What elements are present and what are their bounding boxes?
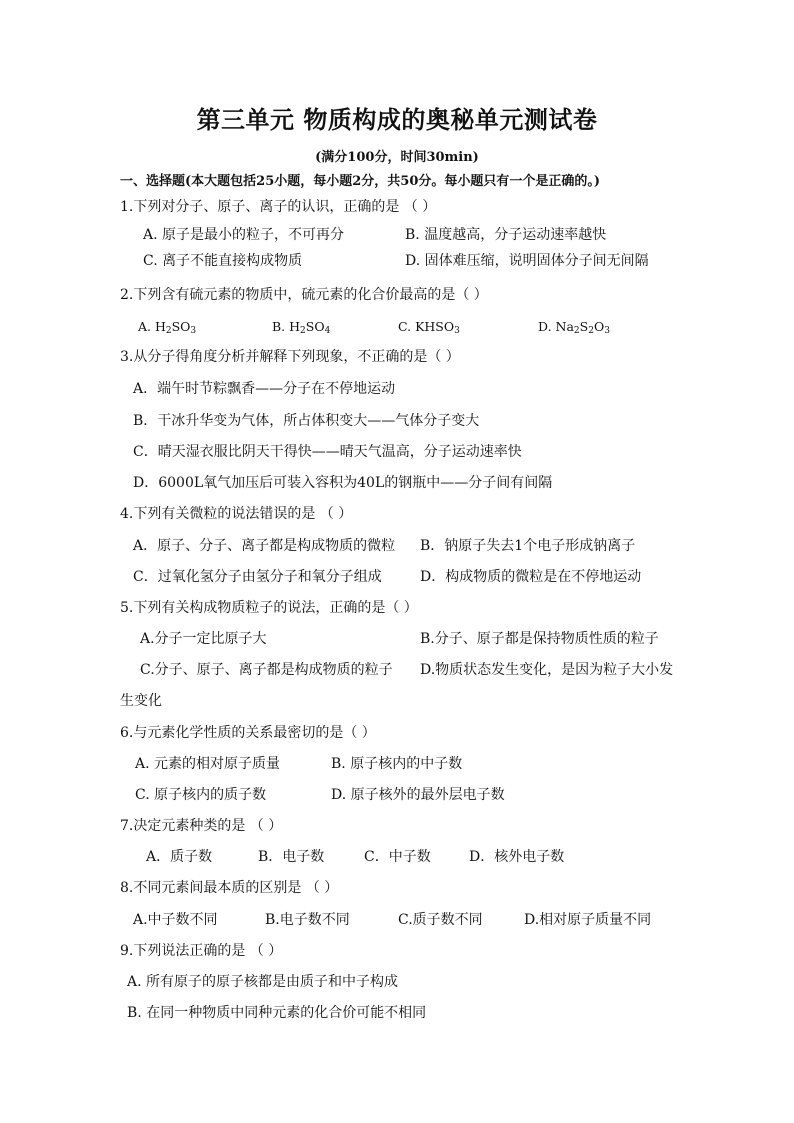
question-1-option-a: A. 原子是最小的粒子，不可再分	[143, 227, 345, 243]
question-1-option-b: B. 温度越高，分子运动速率越快	[405, 227, 607, 243]
question-8-option-b: B.电子数不同	[265, 912, 350, 928]
question-5-option-d: D.物质状态发生变化，是因为粒子大小发	[420, 662, 674, 678]
question-2-option-a: A. $H_2SO_3$	[138, 319, 197, 336]
question-7-stem: 7.决定元素种类的是 （ ）	[120, 818, 283, 834]
question-2-option-c: C. $KHSO_3$	[398, 319, 460, 336]
question-2-stem: 2.下列含有硫元素的物质中，硫元素的化合价最高的是（ ）	[120, 287, 488, 303]
page-title: 第三单元 物质构成的奥秘单元测试卷	[196, 106, 598, 134]
section-heading: 一、选择题(本大题包括25小题，每小题2分，共50分。每小题只有一个是正确的。)	[120, 174, 601, 189]
question-5-option-b: B.分子、原子都是保持物质性质的粒子	[420, 631, 659, 647]
question-2-option-b: B. $H_2SO_4$	[272, 319, 331, 336]
question-3-stem: 3.从分子得角度分析并解释下列现象，不正确的是（ ）	[120, 349, 460, 365]
question-3-option-d: D．6000L氧气加压后可装入容积为40L的钢瓶中——分子间有间隔	[133, 475, 553, 491]
question-8-stem: 8.不同元素间最本质的区别是 （ ）	[120, 880, 339, 896]
question-8-option-d: D.相对原子质量不同	[524, 912, 652, 928]
question-4-option-c: C．过氧化氢分子由氢分子和氧分子组成	[133, 569, 382, 585]
question-7-option-c: C．中子数	[364, 849, 431, 865]
question-8-option-a: A.中子数不同	[133, 912, 218, 928]
question-1-option-c: C. 离子不能直接构成物质	[143, 253, 303, 269]
question-8-option-c: C.质子数不同	[398, 912, 483, 928]
question-3-option-c: C．晴天湿衣服比阴天干得快——晴天气温高，分子运动速率快	[133, 444, 522, 460]
question-7-option-b: B．电子数	[258, 849, 325, 865]
question-9-option-b: B. 在同一种物质中同种元素的化合价可能不相同	[127, 1005, 427, 1021]
question-6-option-b: B. 原子核内的中子数	[331, 756, 463, 772]
question-6-option-c: C. 原子核内的质子数	[135, 787, 267, 803]
question-5-stem: 5.下列有关构成物质粒子的说法，正确的是（ ）	[120, 600, 418, 616]
question-7-option-d: D．核外电子数	[469, 849, 565, 865]
question-6-stem: 6.与元素化学性质的关系最密切的是（ ）	[120, 725, 376, 741]
question-1-stem: 1.下列对分子、原子、离子的认识，正确的是 （ ）	[120, 199, 437, 215]
question-2-option-d: D. $Na_2S_2O_3$	[538, 319, 610, 336]
question-4-option-b: B．钠原子失去1个电子形成钠离子	[420, 538, 636, 554]
question-6-option-a: A. 元素的相对原子质量	[135, 756, 281, 772]
question-9-stem: 9.下列说法正确的是 （ ）	[120, 943, 283, 959]
question-5-option-a: A.分子一定比原子大	[140, 631, 267, 647]
page-subtitle: (满分100分，时间30min)	[315, 150, 479, 165]
question-4-option-a: A．原子、分子、离子都是构成物质的微粒	[133, 538, 396, 554]
question-3-option-b: B．干冰升华变为气体，所占体积变大——气体分子变大	[133, 413, 480, 429]
question-4-stem: 4.下列有关微粒的说法错误的是 （ ）	[120, 506, 353, 522]
question-9-option-a: A. 所有原子的原子核都是由质子和中子构成	[127, 974, 399, 990]
question-5-option-d-continued: 生变化	[120, 693, 162, 709]
question-5-option-c: C.分子、原子、离子都是构成物质的粒子	[140, 662, 393, 678]
question-6-option-d: D. 原子核外的最外层电子数	[331, 787, 505, 803]
question-7-option-a: A．质子数	[146, 849, 213, 865]
question-3-option-a: A．端午时节粽飘香——分子在不停地运动	[133, 381, 396, 397]
question-4-option-d: D．构成物质的微粒是在不停地运动	[420, 569, 642, 585]
question-1-option-d: D. 固体难压缩，说明固体分子间无间隔	[405, 253, 649, 269]
